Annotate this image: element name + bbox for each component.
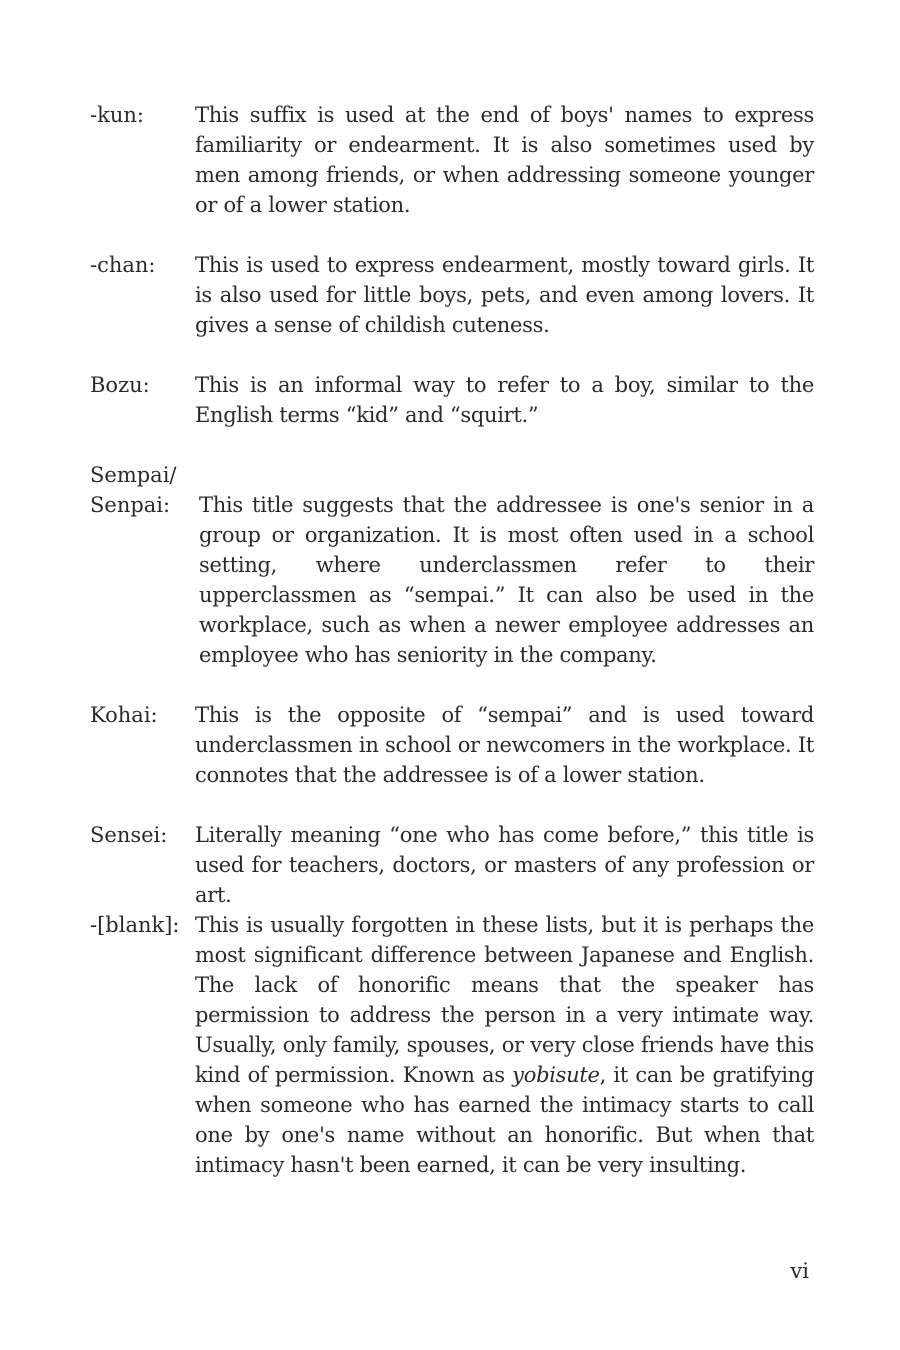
glossary-definition: This title suggests that the addressee is one's senior in a group or organization. It is most often used in a school setting, where underclassmen refer to their upperclassmen as “sempai.” It can also be used in the workplace, such as when a newer employee addresses an employee who has seniority in the company. — [199, 493, 814, 667]
glossary-term: Bozu: — [90, 373, 150, 397]
glossary-definition — [195, 910, 814, 1180]
glossary-definition: This is used to express endearment, mostly toward girls. It is also used for little boys, pets, and even among lovers. It gives a sense of childish cuteness. — [195, 253, 814, 337]
glossary-term: Kohai: — [90, 703, 158, 727]
glossary-term-line: Senpai: — [90, 493, 171, 517]
glossary-definition: This suffix is used at the end of boys' names to express familiarity or endearment. It is also sometimes used by men among friends, or when addressing someone younger or of a lower station. — [195, 103, 814, 217]
glossary-definition: This is an informal way to refer to a boy, similar to the English terms “kid” and “squirt.” — [195, 373, 814, 427]
page-number: vi — [790, 1259, 809, 1283]
glossary-term: Sensei: — [90, 823, 168, 847]
definition-italic-term: yobisute — [512, 1063, 600, 1087]
glossary-definition: This is the opposite of “sempai” and is used toward underclassmen in school or newcomers in the workplace. It connotes that the addressee is of a lower station. — [195, 703, 814, 787]
glossary-term: -[blank]: — [90, 913, 180, 937]
glossary-term: -kun: — [90, 103, 144, 127]
glossary-definition: Literally meaning “one who has come before,” this title is used for teachers, doctors, or masters of any profession or art. — [195, 823, 814, 907]
glossary-term-line: Sempai/ — [90, 463, 177, 487]
definition-text: , it can be gratifying when someone who has earned the intimacy starts to call one by one's name without an honorific. But when that intimacy hasn't been earned, it can be very insulting. — [195, 1063, 814, 1177]
definition-text: This is usually forgotten in these lists, but it is perhaps the most significant difference between Japanese and English. The lack of honorific means that the speaker has permission to address the person in a very intimate way. Usually, only family, spouses, or very close friends have this kind of permission. Known as — [195, 913, 814, 1087]
glossary-term — [90, 460, 176, 520]
glossary-term: -chan: — [90, 253, 156, 277]
